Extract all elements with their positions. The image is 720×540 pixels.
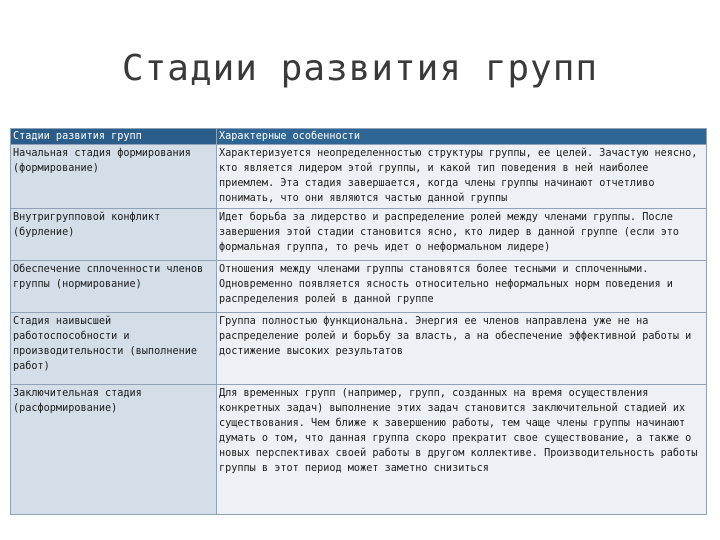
table-row [11, 313, 707, 385]
stage-cell: Обеспечение сплоченности членов группы (нормирование) [11, 261, 217, 313]
table-row [11, 209, 707, 261]
table-row [11, 261, 707, 313]
header-features: Характерные особенности [217, 129, 707, 145]
description-cell: Характеризуется неопределенностью структуры группы, ее целей. Зачастую неясно, кто является лидером этой группы, и какой тип поведения в ней наиболее приемлем. Эта стадия завершается, когда члены группы начинают отчетливо понимать, что они являются частью данной группы [217, 145, 707, 209]
description-cell: Идет борьба за лидерство и распределение ролей между членами группы. После завершения этой стадии становится ясно, кто лидер в данной группе (если это формальная группа, то речь идет о неформальном лидере) [217, 209, 707, 261]
table-row [11, 145, 707, 209]
header-stage: Стадии развития групп [11, 129, 217, 145]
description-cell: Группа полностью функциональна. Энергия ее членов направлена уже не на распределение ролей и борьбу за власть, а на обеспечение эффективной работы и достижение высоких результатов [217, 313, 707, 385]
description-cell: Для временных групп (например, групп, созданных на время осуществления конкретных задач) выполнение этих задач становится заключительной стадией их существования. Чем ближе к завершению работы, тем чаще члены группы начинают думать о том, что данная группа скоро прекратит свое существование, а также о новых перспективах своей работы в другом коллективе. Производительность работы группы в этот период может заметно снизиться [217, 385, 707, 515]
table-row [11, 385, 707, 515]
slide-title: Стадии развития групп [121, 48, 599, 89]
table-header-row [11, 129, 707, 145]
stage-cell: Внутригрупповой конфликт (бурление) [11, 209, 217, 261]
stages-table [10, 128, 707, 515]
stage-cell: Стадия наивысшей работоспособности и производительности (выполнение работ) [11, 313, 217, 385]
stage-cell: Заключительная стадия (расформирование) [11, 385, 217, 515]
stage-cell: Начальная стадия формирования (формирование) [11, 145, 217, 209]
description-cell: Отношения между членами группы становятся более тесными и сплоченными. Одновременно появляется ясность относительно неформальных норм поведения и распределения ролей в данной группе [217, 261, 707, 313]
